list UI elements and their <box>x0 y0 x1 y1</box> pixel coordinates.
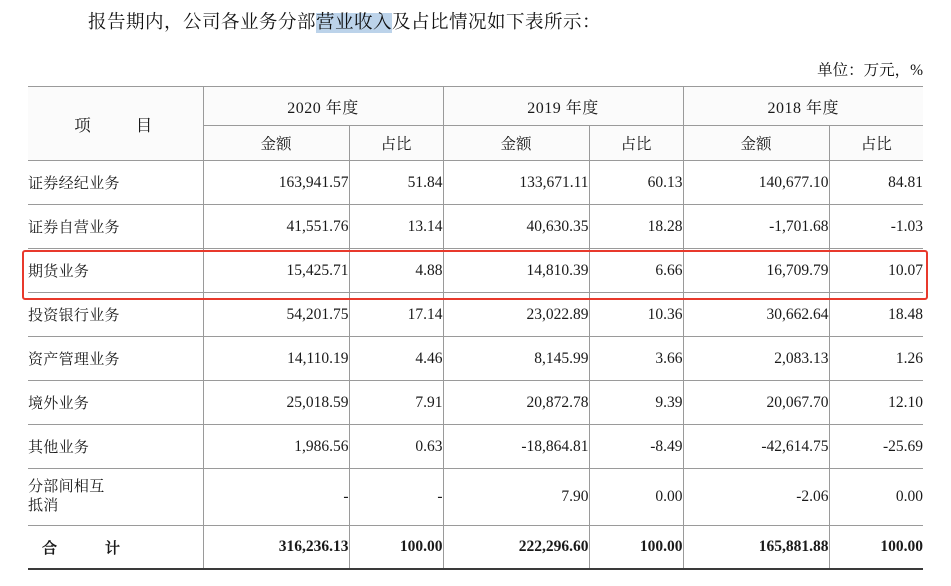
intro-text-before: 报告期内，公司各业务分部 <box>88 13 317 33</box>
cell-2019-percent: 60.13 <box>589 161 683 205</box>
cell-total-2020-amount: 316,236.13 <box>203 526 349 570</box>
row-label: 期货业务 <box>28 249 203 293</box>
cell-2018-amount: 16,709.79 <box>683 249 829 293</box>
cell-2019-amount: 40,630.35 <box>443 205 589 249</box>
cell-2020-amount: - <box>203 469 349 526</box>
cell-2019-amount: -18,864.81 <box>443 425 589 469</box>
cell-2019-amount: 14,810.39 <box>443 249 589 293</box>
cell-total-2019-percent: 100.00 <box>589 526 683 570</box>
table-head <box>28 87 923 161</box>
cell-2018-percent: 1.26 <box>829 337 923 381</box>
cell-2020-percent: 13.14 <box>349 205 443 249</box>
cell-2020-amount: 54,201.75 <box>203 293 349 337</box>
cell-2020-amount: 163,941.57 <box>203 161 349 205</box>
cell-2019-amount: 8,145.99 <box>443 337 589 381</box>
cell-2019-amount: 23,022.89 <box>443 293 589 337</box>
row-label: 投资银行业务 <box>28 293 203 337</box>
cell-2020-percent: 7.91 <box>349 381 443 425</box>
column-header-2020-percent: 占比 <box>349 126 443 161</box>
table-header-row-years <box>28 87 923 126</box>
cell-2019-amount: 7.90 <box>443 469 589 526</box>
column-header-2019-percent: 占比 <box>589 126 683 161</box>
cell-2020-amount: 41,551.76 <box>203 205 349 249</box>
column-header-year-2019: 2019 年度 <box>443 87 683 126</box>
cell-total-2019-amount: 222,296.60 <box>443 526 589 570</box>
cell-2020-amount: 14,110.19 <box>203 337 349 381</box>
cell-total-2018-percent: 100.00 <box>829 526 923 570</box>
row-label-total: 合 计 <box>28 526 203 570</box>
column-header-item: 项 目 <box>28 87 203 161</box>
intro-paragraph <box>88 8 601 34</box>
cell-2019-percent: 9.39 <box>589 381 683 425</box>
cell-2018-percent: -25.69 <box>829 425 923 469</box>
cell-2018-percent: 12.10 <box>829 381 923 425</box>
cell-2018-percent: 18.48 <box>829 293 923 337</box>
cell-2018-amount: -1,701.68 <box>683 205 829 249</box>
table-row <box>28 381 923 425</box>
table-body <box>28 161 923 570</box>
cell-2019-amount: 20,872.78 <box>443 381 589 425</box>
column-header-year-2020: 2020 年度 <box>203 87 443 126</box>
cell-2019-percent: -8.49 <box>589 425 683 469</box>
cell-2019-percent: 3.66 <box>589 337 683 381</box>
table-row <box>28 249 923 293</box>
row-label: 境外业务 <box>28 381 203 425</box>
cell-2020-percent: 4.88 <box>349 249 443 293</box>
table-row <box>28 425 923 469</box>
unit-note: 单位：万元，% <box>817 62 923 79</box>
cell-2020-percent: - <box>349 469 443 526</box>
cell-2020-percent: 51.84 <box>349 161 443 205</box>
cell-2018-percent: 84.81 <box>829 161 923 205</box>
segment-revenue-table <box>28 86 923 570</box>
cell-2018-amount: -42,614.75 <box>683 425 829 469</box>
cell-2018-amount: 20,067.70 <box>683 381 829 425</box>
row-label: 证券自营业务 <box>28 205 203 249</box>
table-total-row <box>28 526 923 570</box>
table-row <box>28 337 923 381</box>
cell-2019-percent: 6.66 <box>589 249 683 293</box>
column-header-2018-percent: 占比 <box>829 126 923 161</box>
row-label-line1: 分部间相互 <box>28 479 105 496</box>
cell-2018-amount: 140,677.10 <box>683 161 829 205</box>
cell-total-2018-amount: 165,881.88 <box>683 526 829 570</box>
cell-2018-amount: 30,662.64 <box>683 293 829 337</box>
cell-total-2020-percent: 100.00 <box>349 526 443 570</box>
table-row <box>28 161 923 205</box>
cell-2020-amount: 1,986.56 <box>203 425 349 469</box>
cell-2020-amount: 25,018.59 <box>203 381 349 425</box>
row-label-line2: 抵消 <box>28 498 59 514</box>
column-header-2019-amount: 金额 <box>443 126 589 161</box>
intro-text-highlighted: 营业收入 <box>316 13 393 33</box>
cell-2019-percent: 18.28 <box>589 205 683 249</box>
cell-2020-percent: 17.14 <box>349 293 443 337</box>
cell-2020-percent: 4.46 <box>349 337 443 381</box>
row-label: 其他业务 <box>28 425 203 469</box>
cell-2019-amount: 133,671.11 <box>443 161 589 205</box>
intro-text-after: 及占比情况如下表所示： <box>392 13 602 33</box>
cell-2018-percent: 10.07 <box>829 249 923 293</box>
row-label <box>28 469 203 526</box>
table-row <box>28 469 923 526</box>
cell-2018-amount: 2,083.13 <box>683 337 829 381</box>
column-header-2020-amount: 金额 <box>203 126 349 161</box>
cell-2018-amount: -2.06 <box>683 469 829 526</box>
column-header-year-2018: 2018 年度 <box>683 87 923 126</box>
row-label: 资产管理业务 <box>28 337 203 381</box>
cell-2019-percent: 0.00 <box>589 469 683 526</box>
cell-2018-percent: 0.00 <box>829 469 923 526</box>
table-row <box>28 205 923 249</box>
cell-2019-percent: 10.36 <box>589 293 683 337</box>
cell-2020-percent: 0.63 <box>349 425 443 469</box>
table-row <box>28 293 923 337</box>
segment-revenue-table-wrapper <box>28 86 923 570</box>
cell-2018-percent: -1.03 <box>829 205 923 249</box>
cell-2020-amount: 15,425.71 <box>203 249 349 293</box>
column-header-2018-amount: 金额 <box>683 126 829 161</box>
row-label: 证券经纪业务 <box>28 161 203 205</box>
